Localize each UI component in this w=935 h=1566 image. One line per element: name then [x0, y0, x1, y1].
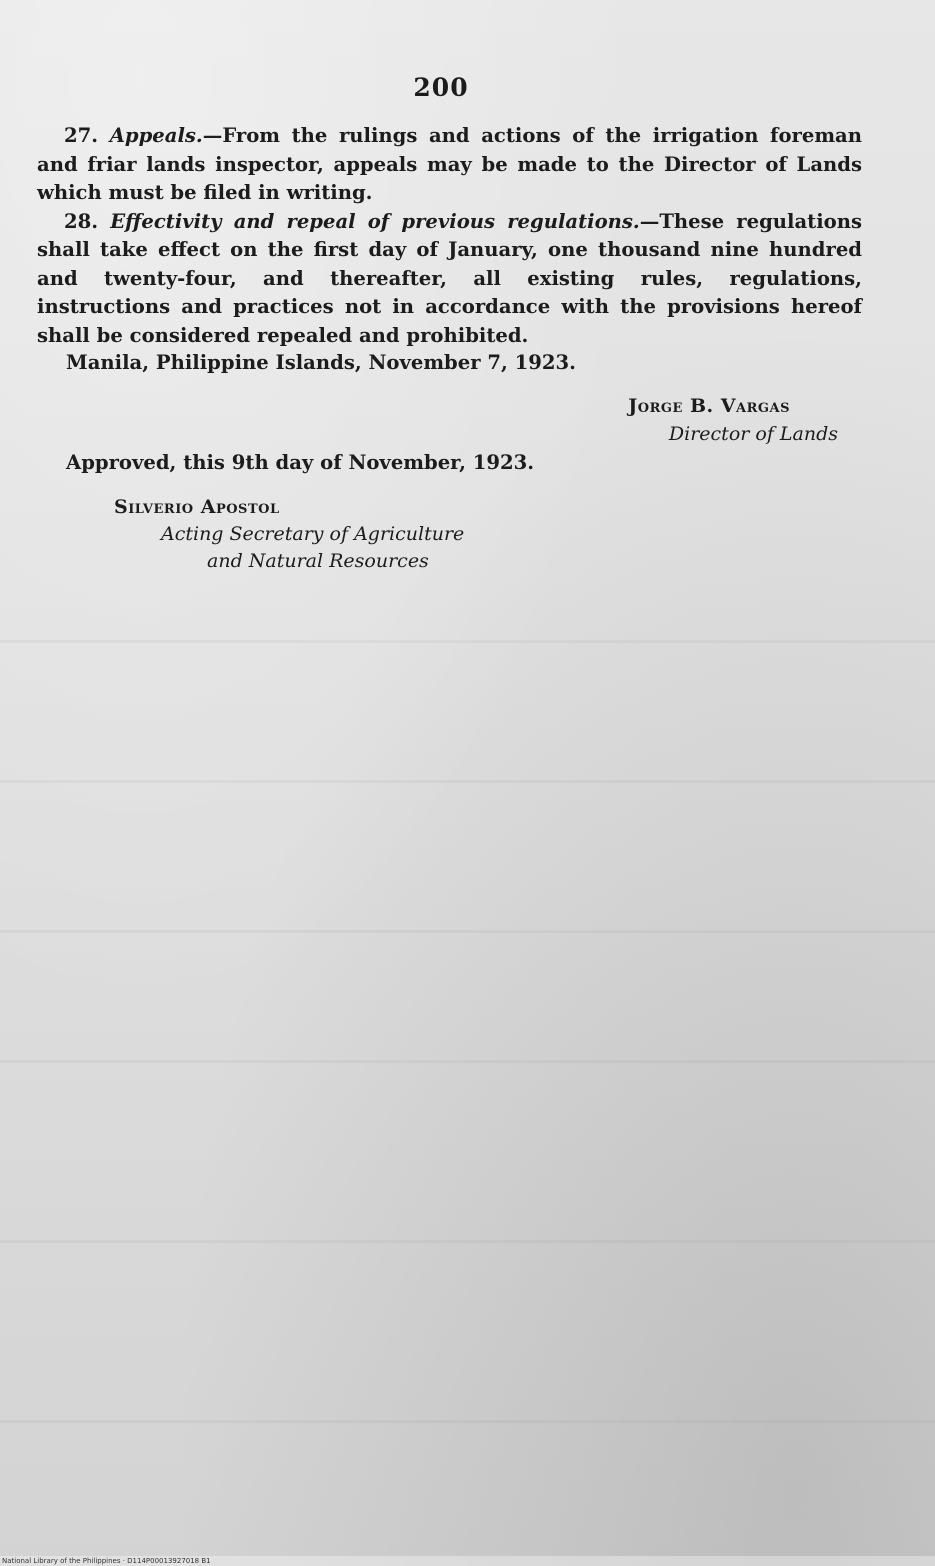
- archive-stamp: National Library of the Philippines · D114P00013927018 B1: [2, 1557, 211, 1565]
- director-signature-block: [0, 392, 838, 448]
- director-title: Director of Lands: [668, 423, 838, 445]
- dateline: Manila, Philippine Islands, November 7, 1923.: [66, 351, 577, 374]
- section-28-number: 28.: [64, 209, 99, 233]
- section-27-number: 27.: [64, 124, 99, 147]
- page-number: 200: [413, 73, 469, 102]
- section-27-text: —From the rulings and actions of the irrigation foreman and friar lands inspector, appeals may be made to the Director of Lands which must be filed in writing.: [37, 124, 862, 204]
- section-28: [37, 208, 862, 351]
- approval-line: Approved, this 9th day of November, 1923.: [66, 451, 535, 474]
- bleed-through-line: [0, 640, 935, 643]
- section-27: [37, 122, 862, 208]
- secretary-title-line-2: and Natural Resources: [207, 550, 429, 572]
- bleed-through-line: [0, 1420, 935, 1423]
- bleed-through-line: [0, 1240, 935, 1243]
- section-27-heading: Appeals.: [109, 124, 203, 147]
- secretary-title-line-1: Acting Secretary of Agriculture: [161, 523, 465, 545]
- regulation-body: [37, 122, 862, 350]
- secretary-name: Silverio Apostol: [114, 496, 280, 518]
- bleed-through-line: [0, 930, 935, 933]
- secretary-signature-block: [114, 494, 464, 575]
- section-28-heading: Effectivity and repeal of previous regulations.: [110, 209, 640, 233]
- bleed-through-line: [0, 1060, 935, 1063]
- bleed-through-line: [0, 780, 935, 783]
- section-28-text: —These regulations shall take effect on the first day of January, one thousand nine hundred and twenty-four, and thereafter, all existing rules, regulations, instructions and practices not in accordance with the provisions hereof shall be considered repealed and prohibited.: [37, 209, 862, 347]
- director-name: Jorge B. Vargas: [628, 395, 790, 417]
